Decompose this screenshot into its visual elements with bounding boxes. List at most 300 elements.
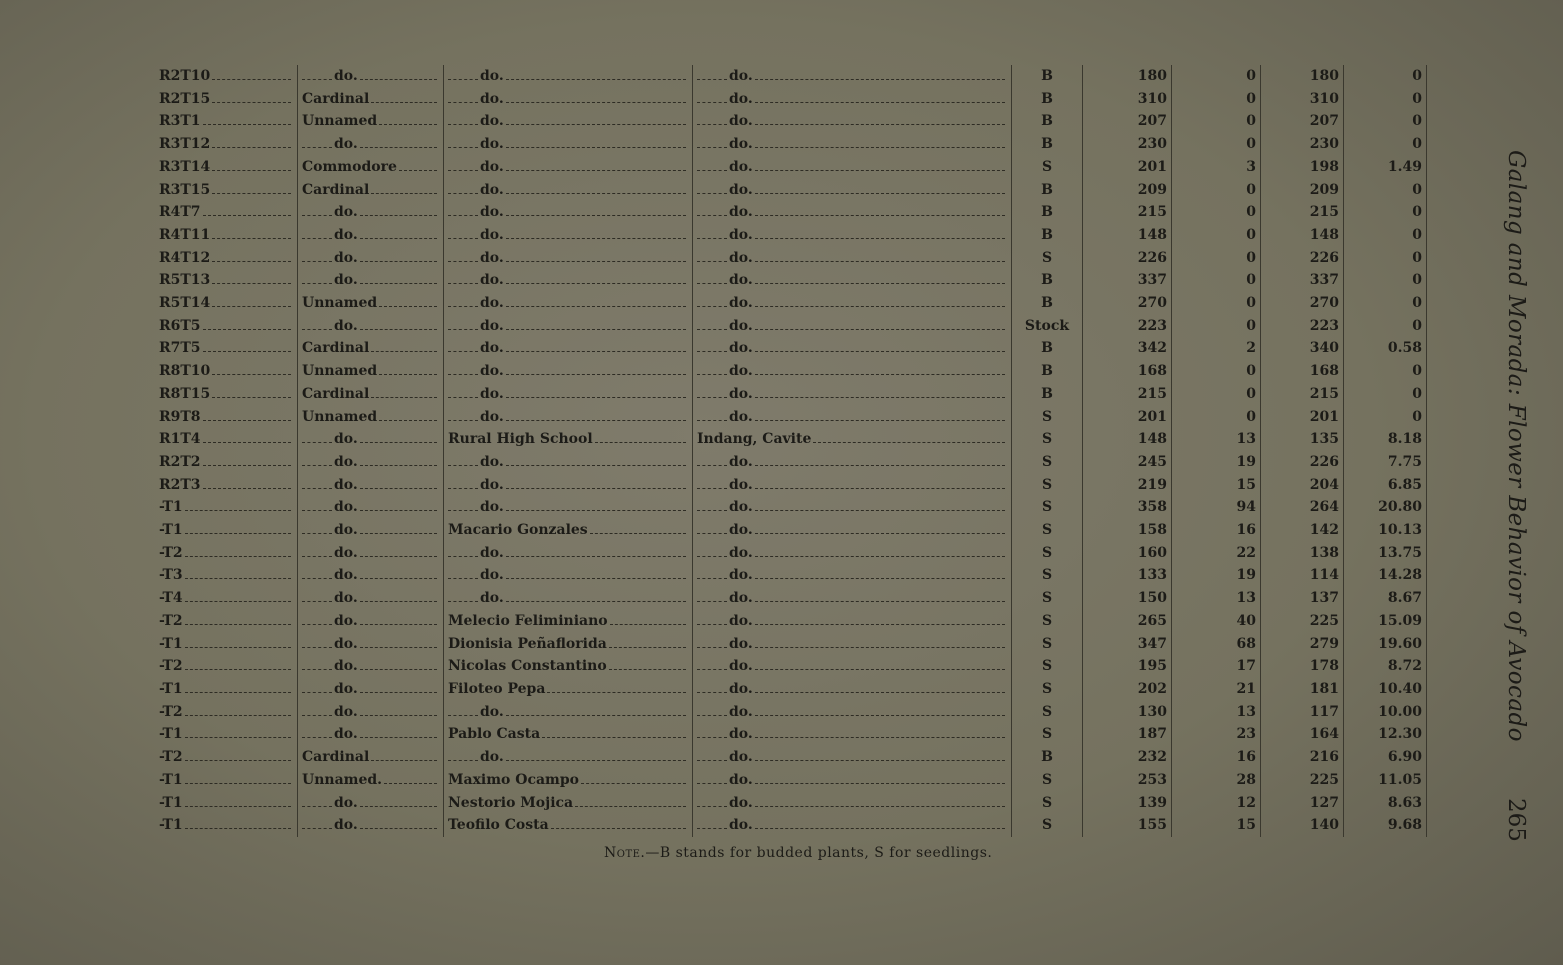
cell-text: Nestorio Mojica	[448, 794, 574, 811]
cell-tree-id	[155, 655, 298, 678]
cell-percent-abnormal: 0	[1344, 315, 1427, 338]
cell-percent-abnormal: 0	[1344, 110, 1427, 133]
cell-flowers-abnormal: 0	[1172, 110, 1261, 133]
cell-text: do.	[480, 453, 504, 470]
cell-owner	[444, 428, 693, 451]
cell-flowers-normal: 140	[1261, 814, 1344, 837]
cell-text: R3T14	[159, 158, 211, 175]
cell-flowers-total: 226	[1083, 247, 1172, 270]
cell-flowers-normal: 148	[1261, 224, 1344, 247]
cell-text: do.	[729, 113, 753, 130]
cell-owner	[444, 133, 693, 156]
cell-location	[693, 655, 1012, 678]
cell-text: -T2	[159, 749, 183, 766]
cell-type: B	[1012, 360, 1083, 383]
cell-variety	[298, 292, 444, 315]
cell-text: do.	[480, 181, 504, 198]
cell-variety	[298, 655, 444, 678]
cell-variety	[298, 519, 444, 542]
cell-owner	[444, 337, 693, 360]
cell-flowers-abnormal: 19	[1172, 564, 1261, 587]
cell-variety	[298, 110, 444, 133]
cell-type: B	[1012, 292, 1083, 315]
cell-type: S	[1012, 406, 1083, 429]
cell-text: do.	[729, 158, 753, 175]
cell-type: S	[1012, 451, 1083, 474]
cell-variety	[298, 269, 444, 292]
cell-owner	[444, 769, 693, 792]
cell-flowers-normal: 264	[1261, 496, 1344, 519]
cell-tree-id	[155, 337, 298, 360]
cell-text: do.	[729, 703, 753, 720]
table-row	[155, 247, 1427, 270]
cell-text: do.	[334, 567, 358, 584]
cell-text: do.	[480, 340, 504, 357]
cell-type: B	[1012, 88, 1083, 111]
cell-location	[693, 292, 1012, 315]
cell-percent-abnormal: 0	[1344, 406, 1427, 429]
cell-flowers-total: 209	[1083, 179, 1172, 202]
cell-text: -T1	[159, 522, 183, 539]
cell-tree-id	[155, 633, 298, 656]
cell-type: S	[1012, 701, 1083, 724]
cell-percent-abnormal: 14.28	[1344, 564, 1427, 587]
cell-text: do.	[334, 226, 358, 243]
cell-percent-abnormal: 10.40	[1344, 678, 1427, 701]
cell-flowers-normal: 180	[1261, 65, 1344, 88]
cell-tree-id	[155, 723, 298, 746]
cell-type: S	[1012, 564, 1083, 587]
cell-text: R8T15	[159, 385, 211, 402]
cell-text: do.	[729, 590, 753, 607]
cell-type: S	[1012, 519, 1083, 542]
cell-location	[693, 519, 1012, 542]
cell-type: B	[1012, 269, 1083, 292]
cell-text: Cardinal	[302, 90, 370, 107]
cell-text: -T1	[159, 499, 183, 516]
cell-flowers-abnormal: 19	[1172, 451, 1261, 474]
cell-text: -T1	[159, 817, 183, 834]
table-row	[155, 633, 1427, 656]
cell-location	[693, 474, 1012, 497]
cell-type: S	[1012, 474, 1083, 497]
table-row	[155, 496, 1427, 519]
cell-flowers-total: 337	[1083, 269, 1172, 292]
cell-owner	[444, 65, 693, 88]
cell-flowers-abnormal: 16	[1172, 746, 1261, 769]
cell-location	[693, 315, 1012, 338]
cell-text: do.	[729, 295, 753, 312]
cell-text: R5T13	[159, 272, 211, 289]
cell-flowers-total: 230	[1083, 133, 1172, 156]
cell-variety	[298, 814, 444, 837]
cell-flowers-normal: 137	[1261, 587, 1344, 610]
cell-location	[693, 133, 1012, 156]
cell-text: -T1	[159, 680, 183, 697]
cell-text: do.	[729, 249, 753, 266]
cell-flowers-total: 133	[1083, 564, 1172, 587]
cell-flowers-normal: 225	[1261, 610, 1344, 633]
cell-tree-id	[155, 360, 298, 383]
cell-flowers-total: 148	[1083, 428, 1172, 451]
cell-location	[693, 179, 1012, 202]
cell-variety	[298, 247, 444, 270]
cell-percent-abnormal: 1.49	[1344, 156, 1427, 179]
cell-text: do.	[480, 272, 504, 289]
table-row	[155, 337, 1427, 360]
cell-flowers-normal: 207	[1261, 110, 1344, 133]
cell-percent-abnormal: 0	[1344, 133, 1427, 156]
cell-flowers-abnormal: 0	[1172, 406, 1261, 429]
cell-text: do.	[334, 635, 358, 652]
cell-percent-abnormal: 7.75	[1344, 451, 1427, 474]
cell-text: R2T15	[159, 90, 211, 107]
cell-flowers-abnormal: 15	[1172, 474, 1261, 497]
cell-variety	[298, 723, 444, 746]
note-label: Note.	[604, 845, 646, 861]
table-row	[155, 701, 1427, 724]
cell-text: R9T8	[159, 408, 201, 425]
cell-tree-id	[155, 201, 298, 224]
cell-flowers-normal: 142	[1261, 519, 1344, 542]
cell-tree-id	[155, 564, 298, 587]
cell-text: Teofilo Costa	[448, 817, 549, 834]
cell-text: do.	[480, 385, 504, 402]
cell-text: do.	[729, 794, 753, 811]
cell-percent-abnormal: 12.30	[1344, 723, 1427, 746]
cell-text: do.	[334, 658, 358, 675]
cell-flowers-abnormal: 16	[1172, 519, 1261, 542]
cell-owner	[444, 792, 693, 815]
cell-location	[693, 587, 1012, 610]
cell-flowers-normal: 337	[1261, 269, 1344, 292]
cell-tree-id	[155, 156, 298, 179]
cell-owner	[444, 814, 693, 837]
cell-flowers-abnormal: 13	[1172, 701, 1261, 724]
cell-tree-id	[155, 587, 298, 610]
cell-text: R3T15	[159, 181, 211, 198]
cell-percent-abnormal: 19.60	[1344, 633, 1427, 656]
cell-owner	[444, 179, 693, 202]
cell-variety	[298, 769, 444, 792]
cell-flowers-total: 245	[1083, 451, 1172, 474]
cell-text: do.	[729, 204, 753, 221]
cell-flowers-normal: 201	[1261, 406, 1344, 429]
cell-tree-id	[155, 542, 298, 565]
cell-flowers-total: 201	[1083, 156, 1172, 179]
cell-owner	[444, 587, 693, 610]
cell-percent-abnormal: 0	[1344, 224, 1427, 247]
cell-variety	[298, 88, 444, 111]
cell-owner	[444, 383, 693, 406]
cell-text: do.	[480, 590, 504, 607]
cell-text: -T2	[159, 703, 183, 720]
cell-location	[693, 65, 1012, 88]
cell-text: Unnamed	[302, 113, 378, 130]
cell-flowers-normal: 270	[1261, 292, 1344, 315]
cell-type: S	[1012, 587, 1083, 610]
cell-text: -T3	[159, 567, 183, 584]
cell-percent-abnormal: 10.00	[1344, 701, 1427, 724]
table-body	[155, 65, 1427, 837]
table-row	[155, 65, 1427, 88]
cell-percent-abnormal: 8.18	[1344, 428, 1427, 451]
cell-tree-id	[155, 496, 298, 519]
cell-tree-id	[155, 610, 298, 633]
cell-flowers-abnormal: 68	[1172, 633, 1261, 656]
cell-owner	[444, 655, 693, 678]
cell-flowers-abnormal: 13	[1172, 587, 1261, 610]
cell-flowers-normal: 340	[1261, 337, 1344, 360]
cell-text: do.	[729, 453, 753, 470]
cell-location	[693, 337, 1012, 360]
cell-text: R7T5	[159, 340, 201, 357]
cell-text: R2T3	[159, 476, 201, 493]
table-row	[155, 451, 1427, 474]
cell-owner	[444, 360, 693, 383]
cell-flowers-total: 201	[1083, 406, 1172, 429]
cell-flowers-total: 223	[1083, 315, 1172, 338]
cell-type: S	[1012, 814, 1083, 837]
cell-variety	[298, 792, 444, 815]
cell-flowers-normal: 310	[1261, 88, 1344, 111]
cell-flowers-total: 232	[1083, 746, 1172, 769]
cell-percent-abnormal: 20.80	[1344, 496, 1427, 519]
cell-text: do.	[334, 544, 358, 561]
cell-location	[693, 269, 1012, 292]
cell-percent-abnormal: 0	[1344, 179, 1427, 202]
table-row	[155, 564, 1427, 587]
cell-flowers-abnormal: 0	[1172, 383, 1261, 406]
cell-owner	[444, 292, 693, 315]
cell-variety	[298, 224, 444, 247]
cell-owner	[444, 269, 693, 292]
cell-text: do.	[729, 226, 753, 243]
cell-flowers-normal: 279	[1261, 633, 1344, 656]
cell-text: -T1	[159, 771, 183, 788]
cell-tree-id	[155, 814, 298, 837]
cell-text: do.	[334, 794, 358, 811]
cell-variety	[298, 701, 444, 724]
cell-location	[693, 451, 1012, 474]
cell-variety	[298, 133, 444, 156]
cell-type: S	[1012, 792, 1083, 815]
cell-flowers-abnormal: 94	[1172, 496, 1261, 519]
cell-percent-abnormal: 0	[1344, 360, 1427, 383]
cell-tree-id	[155, 519, 298, 542]
cell-text: R3T12	[159, 136, 211, 153]
cell-text: do.	[729, 567, 753, 584]
cell-location	[693, 678, 1012, 701]
cell-tree-id	[155, 88, 298, 111]
cell-text: do.	[729, 771, 753, 788]
table-row	[155, 428, 1427, 451]
cell-flowers-normal: 178	[1261, 655, 1344, 678]
cell-owner	[444, 247, 693, 270]
cell-flowers-abnormal: 2	[1172, 337, 1261, 360]
cell-location	[693, 701, 1012, 724]
cell-variety	[298, 360, 444, 383]
cell-text: -T1	[159, 794, 183, 811]
cell-type: B	[1012, 201, 1083, 224]
table-row	[155, 814, 1427, 837]
cell-variety	[298, 383, 444, 406]
cell-text: -T2	[159, 658, 183, 675]
cell-text: do.	[729, 340, 753, 357]
table-row	[155, 224, 1427, 247]
cell-location	[693, 88, 1012, 111]
cell-text: do.	[729, 363, 753, 380]
cell-text: do.	[729, 749, 753, 766]
table-row	[155, 678, 1427, 701]
running-title: Galang and Morada: Flower Behavior of Avocado	[1503, 150, 1529, 742]
cell-text: do.	[729, 476, 753, 493]
cell-text: R1T4	[159, 431, 201, 448]
cell-tree-id	[155, 701, 298, 724]
cell-text: -T2	[159, 612, 183, 629]
cell-flowers-total: 158	[1083, 519, 1172, 542]
cell-flowers-total: 180	[1083, 65, 1172, 88]
cell-flowers-abnormal: 15	[1172, 814, 1261, 837]
cell-tree-id	[155, 224, 298, 247]
cell-tree-id	[155, 792, 298, 815]
cell-flowers-total: 148	[1083, 224, 1172, 247]
cell-text: do.	[334, 522, 358, 539]
table-row	[155, 519, 1427, 542]
table-row	[155, 723, 1427, 746]
cell-text: Dionisia Peñaflorida	[448, 635, 607, 652]
cell-text: Unnamed.	[302, 771, 383, 788]
cell-flowers-total: 187	[1083, 723, 1172, 746]
cell-tree-id	[155, 451, 298, 474]
cell-location	[693, 428, 1012, 451]
cell-flowers-normal: 209	[1261, 179, 1344, 202]
cell-flowers-normal: 117	[1261, 701, 1344, 724]
cell-text: do.	[334, 703, 358, 720]
cell-percent-abnormal: 0	[1344, 65, 1427, 88]
table-row	[155, 655, 1427, 678]
cell-text: do.	[334, 817, 358, 834]
cell-text: do.	[334, 453, 358, 470]
cell-location	[693, 156, 1012, 179]
cell-owner	[444, 315, 693, 338]
cell-variety	[298, 496, 444, 519]
cell-owner	[444, 474, 693, 497]
table-row	[155, 179, 1427, 202]
cell-flowers-normal: 138	[1261, 542, 1344, 565]
cell-text: do.	[480, 476, 504, 493]
cell-owner	[444, 564, 693, 587]
cell-text: do.	[480, 363, 504, 380]
cell-owner	[444, 451, 693, 474]
cell-location	[693, 383, 1012, 406]
cell-variety	[298, 156, 444, 179]
cell-tree-id	[155, 65, 298, 88]
table-row	[155, 610, 1427, 633]
table-row	[155, 587, 1427, 610]
cell-type: Stock	[1012, 315, 1083, 338]
cell-tree-id	[155, 428, 298, 451]
cell-text: do.	[480, 703, 504, 720]
cell-owner	[444, 156, 693, 179]
cell-location	[693, 496, 1012, 519]
cell-text: do.	[480, 226, 504, 243]
cell-percent-abnormal: 8.67	[1344, 587, 1427, 610]
cell-percent-abnormal: 6.90	[1344, 746, 1427, 769]
cell-text: do.	[334, 136, 358, 153]
cell-type: B	[1012, 383, 1083, 406]
cell-percent-abnormal: 0	[1344, 292, 1427, 315]
cell-text: do.	[729, 612, 753, 629]
cell-text: R8T10	[159, 363, 211, 380]
cell-percent-abnormal: 13.75	[1344, 542, 1427, 565]
cell-tree-id	[155, 179, 298, 202]
cell-percent-abnormal: 0	[1344, 201, 1427, 224]
cell-flowers-abnormal: 0	[1172, 65, 1261, 88]
cell-flowers-total: 265	[1083, 610, 1172, 633]
cell-flowers-normal: 204	[1261, 474, 1344, 497]
cell-text: Unnamed	[302, 295, 378, 312]
cell-flowers-total: 150	[1083, 587, 1172, 610]
cell-location	[693, 564, 1012, 587]
cell-text: do.	[334, 680, 358, 697]
table-row	[155, 156, 1427, 179]
table-row	[155, 110, 1427, 133]
cell-text: -T1	[159, 726, 183, 743]
cell-owner	[444, 678, 693, 701]
cell-flowers-normal: 164	[1261, 723, 1344, 746]
cell-percent-abnormal: 0	[1344, 247, 1427, 270]
cell-flowers-abnormal: 0	[1172, 292, 1261, 315]
cell-text: -T4	[159, 590, 183, 607]
cell-variety	[298, 587, 444, 610]
cell-flowers-total: 347	[1083, 633, 1172, 656]
cell-tree-id	[155, 315, 298, 338]
cell-flowers-total: 270	[1083, 292, 1172, 315]
cell-flowers-abnormal: 23	[1172, 723, 1261, 746]
cell-flowers-abnormal: 40	[1172, 610, 1261, 633]
table-row	[155, 474, 1427, 497]
cell-text: do.	[480, 295, 504, 312]
cell-flowers-normal: 230	[1261, 133, 1344, 156]
cell-text: do.	[729, 635, 753, 652]
cell-percent-abnormal: 10.13	[1344, 519, 1427, 542]
cell-percent-abnormal: 0	[1344, 88, 1427, 111]
cell-type: S	[1012, 156, 1083, 179]
cell-flowers-normal: 114	[1261, 564, 1344, 587]
cell-owner	[444, 519, 693, 542]
cell-flowers-total: 155	[1083, 814, 1172, 837]
cell-text: do.	[334, 431, 358, 448]
cell-type: S	[1012, 496, 1083, 519]
cell-text: R5T14	[159, 295, 211, 312]
cell-variety	[298, 428, 444, 451]
cell-text: do.	[480, 90, 504, 107]
table-row	[155, 406, 1427, 429]
cell-text: do.	[480, 317, 504, 334]
cell-variety	[298, 564, 444, 587]
table-row	[155, 88, 1427, 111]
cell-flowers-total: 219	[1083, 474, 1172, 497]
cell-flowers-abnormal: 0	[1172, 224, 1261, 247]
cell-text: do.	[334, 499, 358, 516]
cell-flowers-abnormal: 0	[1172, 360, 1261, 383]
cell-flowers-abnormal: 0	[1172, 315, 1261, 338]
cell-location	[693, 633, 1012, 656]
cell-flowers-abnormal: 3	[1172, 156, 1261, 179]
cell-text: do.	[480, 749, 504, 766]
cell-location	[693, 769, 1012, 792]
